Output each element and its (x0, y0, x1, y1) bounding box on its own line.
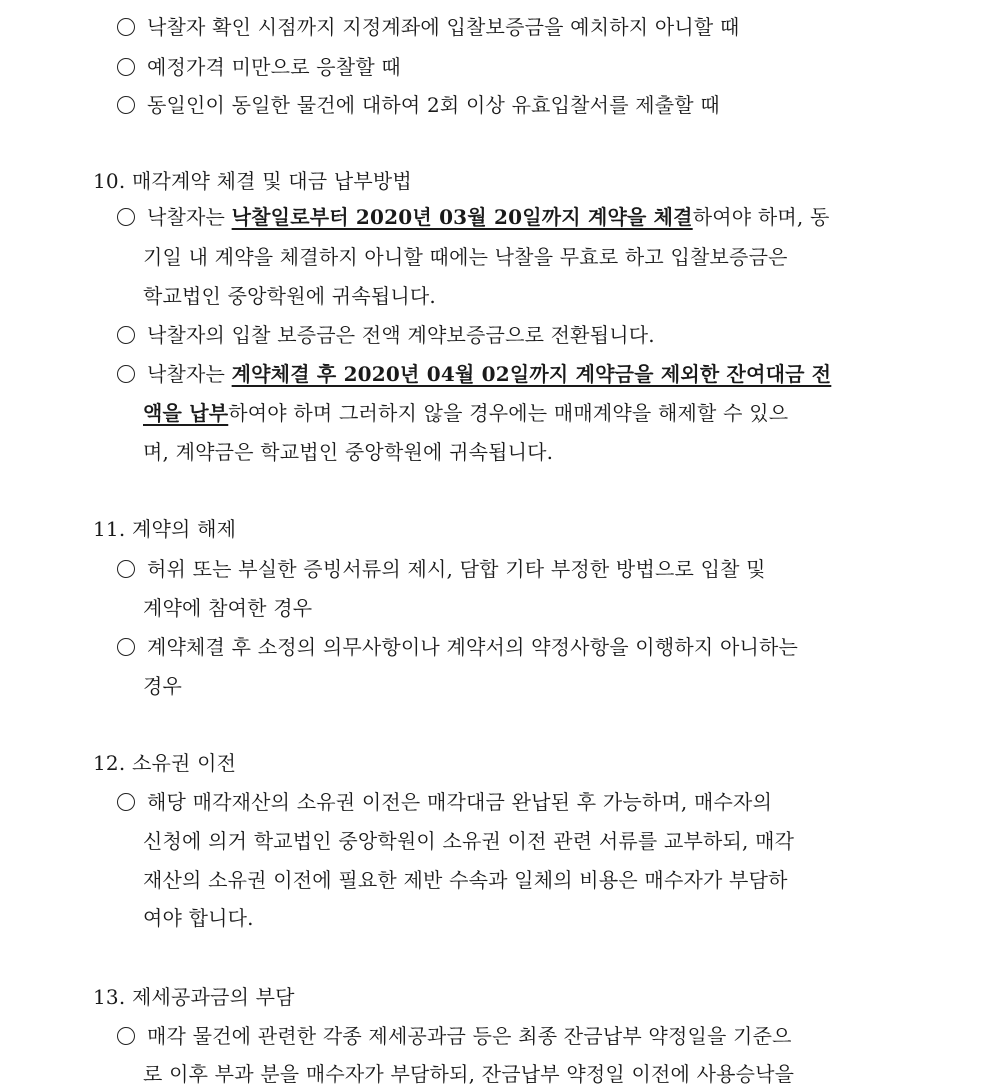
list-item-text: 매각 물건에 관련한 각종 제세공과금 등은 최종 잔금납부 약정일을 기준으 (147, 1024, 792, 1048)
list-item-text: 허위 또는 부실한 증빙서류의 제시, 담합 기타 부정한 방법으로 입찰 및 (147, 557, 766, 581)
circle-bullet-icon (117, 208, 135, 226)
list-item-continuation (143, 401, 788, 425)
list-item (117, 557, 766, 581)
section-heading-13: 13. 제세공과금의 부담 (93, 985, 295, 1009)
circle-bullet-icon (117, 1027, 135, 1045)
list-item-continuation: 로 이후 부과 분을 매수자가 부담하되, 잔금납부 약정일 이전에 사용승낙을 (143, 1062, 795, 1086)
circle-bullet-icon (117, 793, 135, 811)
list-item-continuation: 기일 내 계약을 체결하지 아니할 때에는 낙찰을 무효로 하고 입찰보증금은 (143, 245, 788, 269)
list-item-text: 낙찰자는 (147, 362, 232, 386)
list-item-text: 낙찰자 확인 시점까지 지정계좌에 입찰보증금을 예치하지 아니할 때 (147, 15, 740, 39)
circle-bullet-icon (117, 365, 135, 383)
section-heading-12: 12. 소유권 이전 (93, 751, 237, 775)
circle-bullet-icon (117, 638, 135, 656)
list-item-continuation: 계약에 참여한 경우 (143, 596, 313, 620)
list-item-text: 해당 매각재산의 소유권 이전은 매각대금 완납된 후 가능하며, 매수자의 (147, 790, 773, 814)
circle-bullet-icon (117, 326, 135, 344)
list-item (117, 362, 831, 386)
list-item-continuation: 경우 (143, 674, 183, 698)
emphasized-deadline-text: 계약체결 후 2020년 04월 02일까지 계약금을 제외한 잔여대금 전 (231, 362, 832, 386)
list-item-text: 하여야 하며 그러하지 않을 경우에는 매매계약을 해제할 수 있으 (228, 401, 789, 425)
circle-bullet-icon (117, 560, 135, 578)
list-item-text: 예정가격 미만으로 응찰할 때 (147, 55, 401, 79)
list-item-continuation: 며, 계약금은 학교법인 중앙학원에 귀속됩니다. (143, 440, 554, 464)
list-item (117, 635, 798, 659)
list-item (117, 323, 655, 347)
list-item (117, 55, 401, 79)
circle-bullet-icon (117, 58, 135, 76)
list-item-continuation: 여야 합니다. (143, 906, 254, 930)
list-item-text: 낙찰자의 입찰 보증금은 전액 계약보증금으로 전환됩니다. (147, 323, 655, 347)
list-item (117, 205, 830, 229)
list-item (117, 15, 739, 39)
circle-bullet-icon (117, 96, 135, 114)
list-item-text: 하여야 하며, 동 (692, 205, 830, 229)
list-item-continuation: 재산의 소유권 이전에 필요한 제반 수속과 일체의 비용은 매수자가 부담하 (143, 868, 788, 892)
list-item (117, 1024, 792, 1048)
list-item-text: 계약체결 후 소정의 의무사항이나 계약서의 약정사항을 이행하지 아니하는 (147, 635, 799, 659)
list-item-text: 낙찰자는 (147, 205, 232, 229)
circle-bullet-icon (117, 18, 135, 36)
list-item (117, 790, 772, 814)
section-heading-10: 10. 매각계약 체결 및 대금 납부방법 (93, 169, 412, 193)
list-item-continuation: 학교법인 중앙학원에 귀속됩니다. (143, 284, 436, 308)
emphasized-deadline-text: 낙찰일로부터 2020년 03월 20일까지 계약을 체결 (231, 205, 693, 229)
list-item-continuation: 신청에 의거 학교법인 중앙학원이 소유권 이전 관련 서류를 교부하되, 매각 (143, 829, 795, 853)
list-item (117, 93, 720, 117)
list-item-text: 동일인이 동일한 물건에 대하여 2회 이상 유효입찰서를 제출할 때 (147, 93, 720, 117)
section-heading-11: 11. 계약의 해제 (93, 517, 237, 541)
emphasized-deadline-text: 액을 납부 (143, 401, 229, 425)
